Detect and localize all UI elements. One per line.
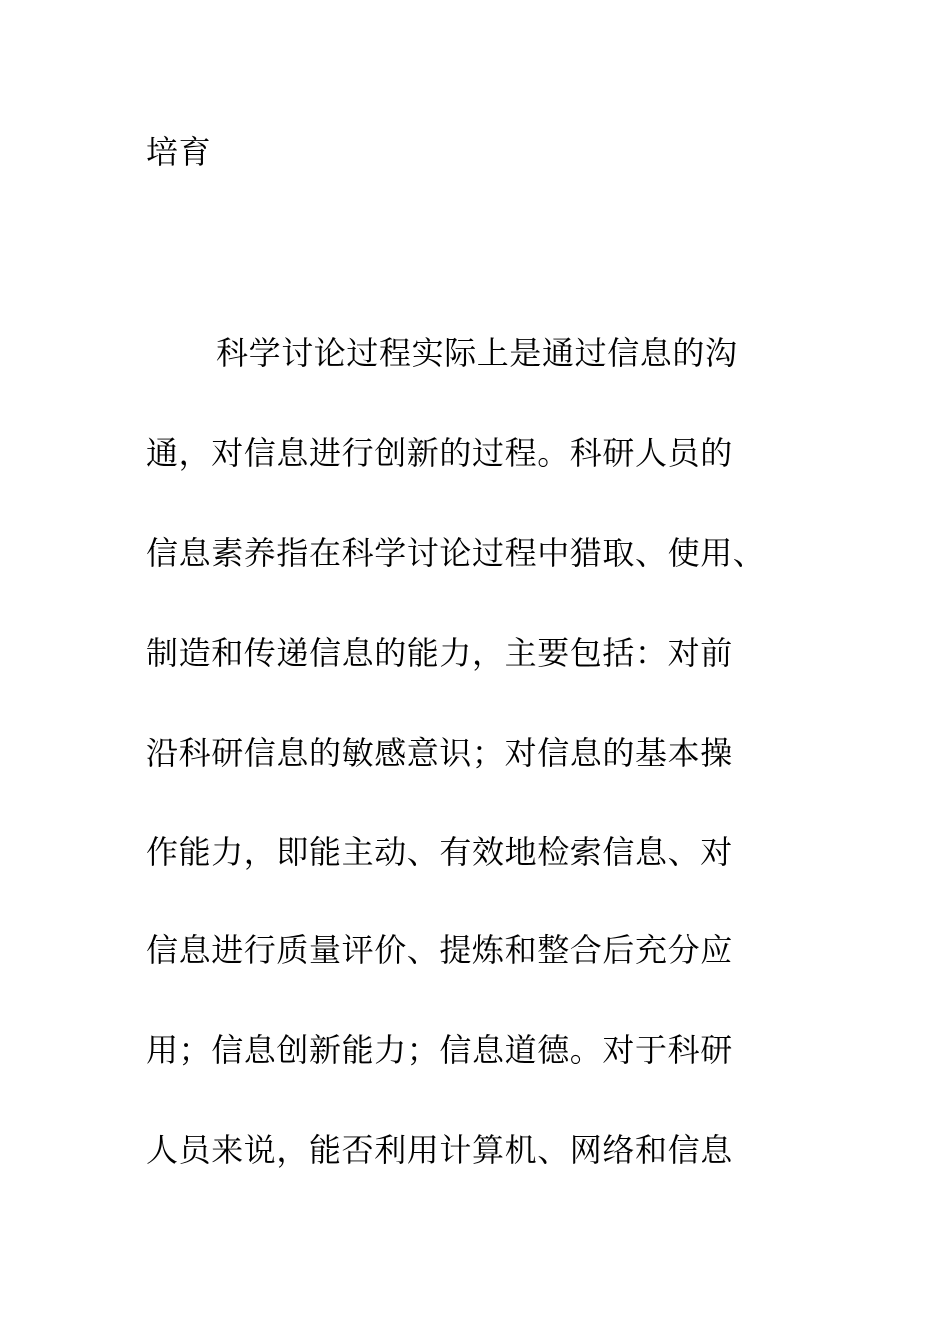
paragraph-line-8: 用；信息创新能力；信息道德。对于科研 (146, 1031, 733, 1069)
paragraph-line-7: 信息进行质量评价、提炼和整合后充分应 (146, 931, 733, 969)
paragraph-line-4: 制造和传递信息的能力，主要包括：对前 (146, 634, 733, 672)
paragraph-line-9: 人员来说，能否利用计算机、网络和信息 (146, 1131, 733, 1169)
paragraph-line-2: 通，对信息进行创新的过程。科研人员的 (146, 434, 733, 472)
heading-fragment: 培育 (146, 133, 212, 171)
paragraph-line-1: 科学讨论过程实际上是通过信息的沟 (216, 334, 738, 372)
paragraph-line-5: 沿科研信息的敏感意识；对信息的基本操 (146, 734, 733, 772)
paragraph-line-6: 作能力，即能主动、有效地检索信息、对 (146, 833, 733, 871)
paragraph-line-3: 信息素养指在科学讨论过程中猎取、使用、 (146, 534, 766, 572)
